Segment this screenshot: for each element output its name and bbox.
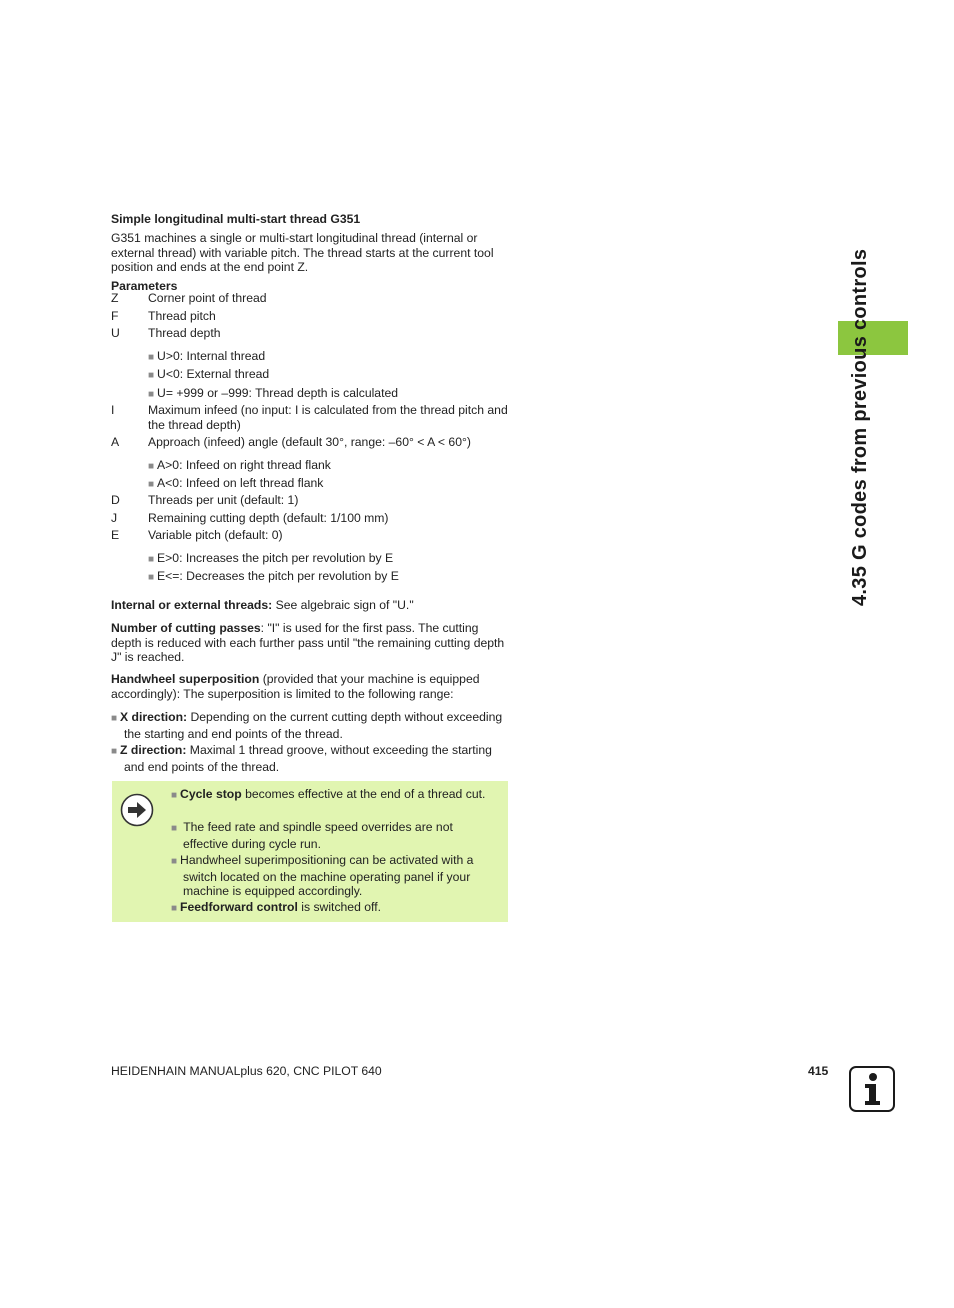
param-desc: Threads per unit (default: 1)	[148, 493, 299, 507]
page-number: 415	[808, 1064, 829, 1078]
note-item-feedforward: ■ Feedforward control is switched off.	[171, 900, 381, 914]
section-intro: G351 machines a single or multi-start longitudinal thread (internal or external thread) with variable pitch. The thread starts at the current tool position and ends at the end point Z.	[111, 231, 494, 274]
footer-text: HEIDENHAIN MANUALplus 620, CNC PILOT 640	[111, 1064, 382, 1078]
param-option: ■ A<0: Infeed on left thread flank	[148, 476, 324, 490]
note-item-handwheel: ■ Handwheel superimpositioning can be activated with a switch located on the machine operating panel if your machine is equipped accordingly.	[171, 853, 474, 898]
param-key: D	[111, 493, 120, 507]
square-bullet-icon: ■	[148, 554, 155, 565]
info-glyph	[851, 1068, 893, 1110]
param-key: F	[111, 309, 119, 323]
section-title: Simple longitudinal multi-start thread G351	[111, 212, 361, 226]
param-key: U	[111, 326, 120, 340]
param-key: Z	[111, 291, 119, 305]
note-item-overrides: ■ The feed rate and spindle speed overrides are not effective during cycle run.	[171, 820, 453, 851]
square-bullet-icon: ■	[148, 370, 155, 381]
param-option: ■ E<=: Decreases the pitch per revolution by E	[148, 569, 399, 583]
param-desc: Thread depth	[148, 326, 221, 340]
square-bullet-icon: ■	[148, 479, 155, 490]
param-desc: Variable pitch (default: 0)	[148, 528, 283, 542]
param-option: ■ E>0: Increases the pitch per revolution by E	[148, 551, 394, 565]
info-icon	[849, 1066, 895, 1112]
note-item-cycle-stop: ■ Cycle stop becomes effective at the end of a thread cut.	[171, 787, 486, 801]
square-bullet-icon: ■	[148, 352, 155, 363]
square-bullet-icon: ■	[171, 790, 178, 801]
param-key: J	[111, 511, 118, 525]
parameters-heading: Parameters	[111, 279, 178, 293]
param-desc: Approach (infeed) angle (default 30°, range: –60° < A < 60°)	[148, 435, 471, 449]
handwheel-paragraph: Handwheel superposition (provided that your machine is equipped accordingly): The superposition is limited to the following range:	[111, 672, 480, 701]
square-bullet-icon: ■	[148, 461, 155, 472]
square-bullet-icon: ■	[171, 823, 178, 834]
param-option: ■ U>0: Internal thread	[148, 349, 266, 363]
param-key: A	[111, 435, 120, 449]
square-bullet-icon: ■	[148, 389, 155, 400]
param-option: ■ A>0: Infeed on right thread flank	[148, 458, 331, 472]
cutting-passes-paragraph: Number of cutting passes: "I" is used for the first pass. The cutting depth is reduced with each further pass until "the remaining cutting depth J" is reached.	[111, 621, 505, 664]
arrow-right-icon	[120, 793, 154, 827]
param-desc: Remaining cutting depth (default: 1/100 mm)	[148, 511, 389, 525]
z-direction-bullet: ■ Z direction: Maximal 1 thread groove, without exceeding the starting and end points of the thread.	[111, 743, 492, 774]
param-option: ■ U= +999 or –999: Thread depth is calculated	[148, 386, 399, 400]
square-bullet-icon: ■	[148, 572, 155, 583]
param-desc: Maximum infeed (no input: I is calculated from the thread pitch and the thread depth)	[148, 403, 508, 432]
square-bullet-icon: ■	[111, 746, 118, 757]
internal-external-paragraph: Internal or external threads: See algebraic sign of "U."	[111, 598, 414, 612]
param-key: E	[111, 528, 120, 542]
square-bullet-icon: ■	[111, 713, 118, 724]
param-key: I	[111, 403, 115, 417]
param-desc: Thread pitch	[148, 309, 216, 323]
square-bullet-icon: ■	[171, 856, 178, 867]
x-direction-bullet: ■ X direction: Depending on the current cutting depth without exceeding the starting and end points of the thread.	[111, 710, 503, 741]
square-bullet-icon: ■	[171, 903, 178, 914]
param-desc: Corner point of thread	[148, 291, 267, 305]
param-option: ■ U<0: External thread	[148, 367, 270, 381]
note-box	[112, 781, 508, 922]
